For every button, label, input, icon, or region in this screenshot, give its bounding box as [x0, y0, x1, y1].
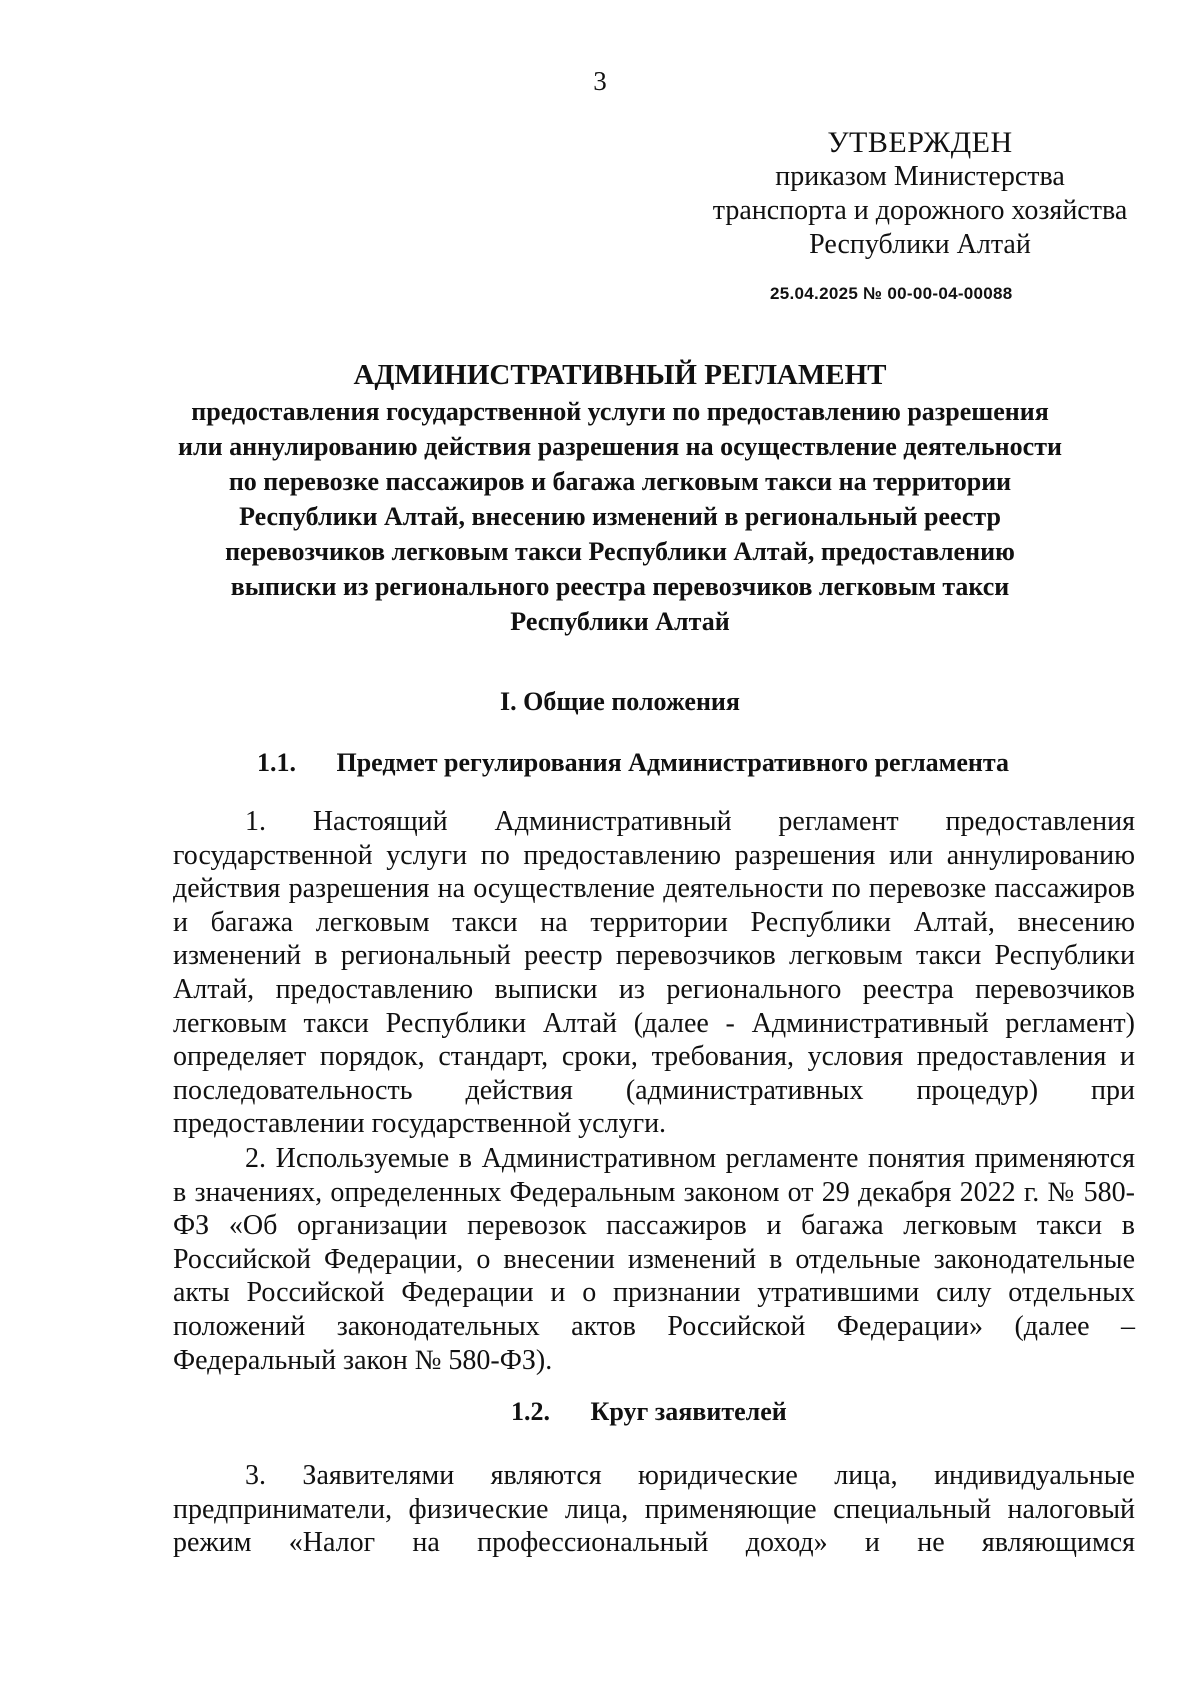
- subsection-heading-1-1: [257, 746, 1009, 780]
- approval-block: [690, 126, 1150, 262]
- approval-title: УТВЕРЖДЕН: [827, 126, 1013, 159]
- paragraph-1: 1. Настоящий Административный регламент предоставления государственной услуги по предоставлению разрешения или аннулированию действия разрешения на осуществление деятельности по перевозке пассажиров и багажа легковым такси на территории Республики Алтай, внесению изменений в региональный реестр перевозчиков легковым такси Республики Алтай, предоставлению выписки из регионального реестра перевозчиков легковым такси Республики Алтай (далее - Административный регламент) определяет порядок, стандарт, сроки, требования, условия предоставления и последовательность действия (административных процедур) при предоставлении государственной услуги.: [173, 806, 1135, 1140]
- approval-line: транспорта и дорожного хозяйства: [712, 195, 1128, 226]
- subsection-number: 1.2.: [511, 1397, 550, 1426]
- approval-number-stamp: 25.04.2025 № 00-00-04-00088: [770, 284, 1013, 303]
- document-subtitle: предоставления государственной услуги по предоставлению разрешения или аннулированию действия разрешения на осуществление деятельности по перевозке пассажиров и багажа легковым такси на территории Республики Алтай, внесению изменений в региональный реестр перевозчиков легковым такси Республики Алтай, предоставлению выписки из регионального реестра перевозчиков легковым такси Республики Алтай: [178, 397, 1062, 636]
- approval-line: приказом Министерства: [775, 161, 1065, 192]
- paragraph-2: 2. Используемые в Административном регламенте понятия применяются в значениях, определенных Федеральным законом от 29 декабря 2022 г. № 580-ФЗ «Об организации перевозок пассажиров и багажа легковым такси в Российской Федерации, о внесении изменений в отдельные законодательные акты Российской Федерации и о признании утратившими силу отдельных положений законодательных актов Российской Федерации» (далее – Федеральный закон № 580-ФЗ).: [173, 1143, 1135, 1376]
- subsection-title: Круг заявителей: [590, 1397, 787, 1426]
- subsection-title: Предмет регулирования Административного регламента: [336, 748, 1009, 777]
- paragraph-3: 3. Заявителями являются юридические лица, индивидуальные предприниматели, физические лица, применяющие специальный налоговый режим «Налог на профессиональный доход» и не являющимся: [173, 1460, 1135, 1559]
- approval-line: Республики Алтай: [809, 229, 1031, 260]
- section-heading-general-provisions: I. Общие положения: [500, 687, 740, 716]
- page-number: 3: [593, 66, 607, 96]
- document-title: АДМИНИСТРАТИВНЫЙ РЕГЛАМЕНТ: [353, 359, 887, 391]
- subsection-number: 1.1.: [257, 748, 296, 777]
- subsection-heading-1-2: [511, 1395, 787, 1429]
